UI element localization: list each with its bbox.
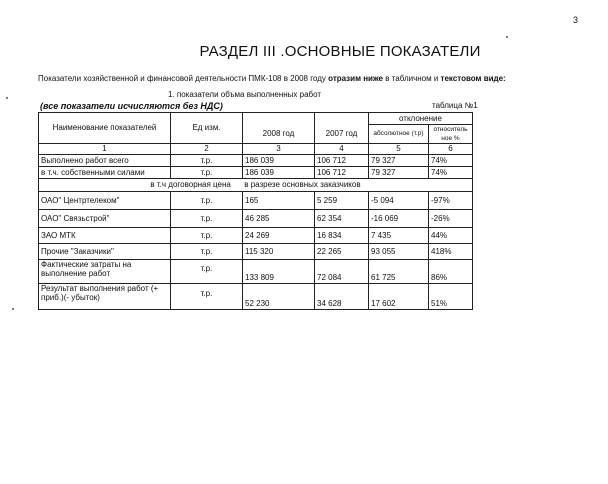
row-name-line1: Фактические затраты на (41, 260, 132, 269)
row-name: ОАО" Центртелеком" (39, 192, 171, 210)
row-name: в т.ч. собственными силами (39, 167, 171, 179)
row-abs: 7 435 (369, 228, 429, 244)
header-unit: Ед изм. (171, 113, 243, 144)
row-2008: 24 269 (243, 228, 315, 244)
header-absolute: абсолютное (т.р) (369, 125, 429, 144)
row-name (39, 284, 171, 310)
row-name-line2: выполнение работ (41, 269, 111, 278)
row-rel: -26% (429, 210, 473, 228)
table-row (39, 284, 473, 310)
row-name: Прочие "Заказчики" (39, 244, 171, 260)
intro-part1: Показатели хозяйственной и финансовой деятельности ПМК-108 в 2008 году (38, 74, 326, 83)
row-unit: т.р. (171, 260, 243, 284)
row-rel: 44% (429, 228, 473, 244)
page-number: 3 (572, 15, 578, 25)
col-num: 4 (315, 144, 369, 155)
row-2008: 186 039 (243, 167, 315, 179)
subtitle: 1. показатели объма выполненных работ (168, 90, 322, 99)
intro-part3: в табличном и (385, 74, 439, 83)
intro-text (38, 74, 506, 83)
table-row (39, 244, 473, 260)
header-relative: относитель ное % (429, 125, 473, 144)
row-2007: 72 084 (315, 260, 369, 284)
header-name: Наименование показателей (39, 113, 171, 144)
row-2008: 133 809 (243, 260, 315, 284)
row-abs: -5 094 (369, 192, 429, 210)
indicators-table (38, 112, 473, 310)
row-name: ОАО" Связьстрой" (39, 210, 171, 228)
intro-part2: отразим ниже (328, 74, 383, 83)
row-abs: 79 327 (369, 155, 429, 167)
row-2007: 5 259 (315, 192, 369, 210)
row-2008: 165 (243, 192, 315, 210)
table-row (39, 155, 473, 167)
scan-speck (12, 308, 14, 310)
col-num: 2 (171, 144, 243, 155)
table-number: таблица №1 (432, 101, 478, 110)
row-2007: 106 712 (315, 155, 369, 167)
row-2007: 62 354 (315, 210, 369, 228)
row-2007: 22 265 (315, 244, 369, 260)
row-2008: 46 285 (243, 210, 315, 228)
col-num: 6 (429, 144, 473, 155)
row-rel: 74% (429, 155, 473, 167)
row-unit: т.р. (171, 244, 243, 260)
row-unit: т.р. (171, 210, 243, 228)
header-2007: 2007 год (315, 113, 369, 144)
col-num: 5 (369, 144, 429, 155)
row-2008: 52 230 (243, 284, 315, 310)
section-left: в т.ч договорная цена (150, 180, 231, 189)
row-2007: 16 834 (315, 228, 369, 244)
vat-note: (все показатели исчисляются без НДС) (40, 101, 223, 111)
row-unit: т.р. (171, 155, 243, 167)
row-abs: 79 327 (369, 167, 429, 179)
row-name: Выполнено работ всего (39, 155, 171, 167)
row-unit: т.р. (171, 284, 243, 310)
scan-speck (506, 36, 508, 38)
row-rel: -97% (429, 192, 473, 210)
row-rel: 86% (429, 260, 473, 284)
row-name-line2: приб.)(- убыток) (41, 293, 100, 302)
section-row (39, 179, 473, 192)
intro-part4: текстовом виде: (440, 74, 506, 83)
table-row (39, 210, 473, 228)
section-cell (39, 179, 473, 192)
row-name-line1: Результат выполнения работ (+ (41, 284, 159, 293)
section-title: РАЗДЕЛ III .ОСНОВНЫЕ ПОКАЗАТЕЛИ (199, 43, 481, 60)
header-deviation: отклонение (369, 113, 473, 125)
row-rel: 51% (429, 284, 473, 310)
col-num: 1 (39, 144, 171, 155)
row-name (39, 260, 171, 284)
row-2007: 106 712 (315, 167, 369, 179)
table-row (39, 228, 473, 244)
row-rel: 418% (429, 244, 473, 260)
col-num: 3 (243, 144, 315, 155)
row-2008: 115 320 (243, 244, 315, 260)
row-2007: 34 628 (315, 284, 369, 310)
row-2008: 186 039 (243, 155, 315, 167)
row-name: ЗАО МТК (39, 228, 171, 244)
row-unit: т.р. (171, 192, 243, 210)
scan-speck (6, 97, 8, 99)
row-rel: 74% (429, 167, 473, 179)
row-unit: т.р. (171, 167, 243, 179)
table-row (39, 192, 473, 210)
row-abs: -16 069 (369, 210, 429, 228)
row-abs: 93 055 (369, 244, 429, 260)
row-unit: т.р. (171, 228, 243, 244)
header-2008: 2008 год (243, 113, 315, 144)
section-right: в разрезе основных заказчиков (244, 180, 361, 189)
table-row (39, 167, 473, 179)
row-abs: 17 602 (369, 284, 429, 310)
row-abs: 61 725 (369, 260, 429, 284)
table-row (39, 260, 473, 284)
